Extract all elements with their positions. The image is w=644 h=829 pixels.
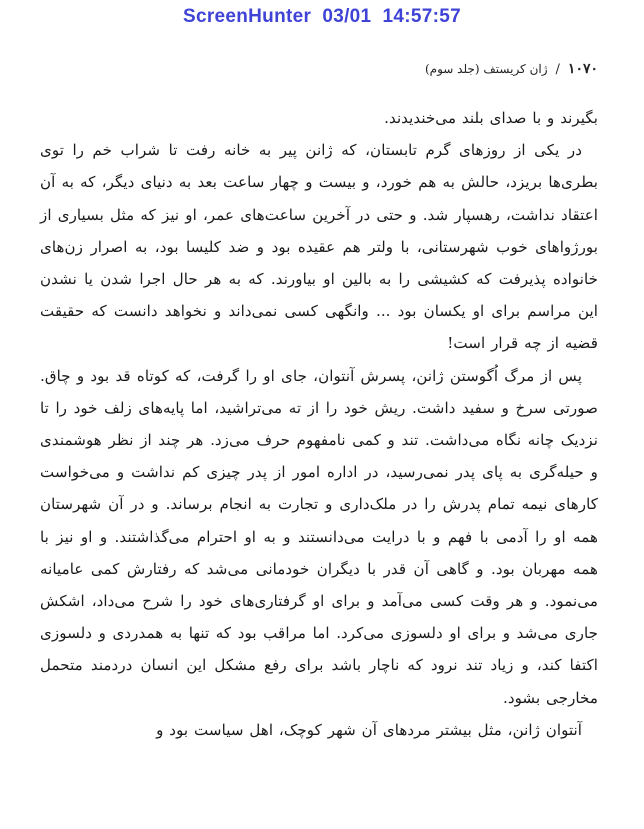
paragraph-continuation: بگیرند و با صدای بلند می‌خندیدند. — [384, 109, 598, 127]
running-header — [40, 58, 598, 80]
page-body — [40, 102, 598, 746]
paragraph: در یکی از روزهای گرم تابستان، که ژانن پیر به خانه رفت تا شراب خم را توی بطری‌ها بریزد، حالش به هم خورد، و بیست و چهار ساعت بعد به دنیای دیگر، که به آن اعتقاد نداشت، رهسپار شد. و حتی در آخرین ساعت‌های عمر، او نیز که مثل بسیاری از بورژواهای خوب شهرستانی، با ولتر هم عقیده بود و ضد کلیسا بود، به اصرار زن‌های خانواده پذیرفت که کشیشی را به بالین او بیاورند. که به هر حال اجرا شدن یا نشدن این مراسم برای او یکسان بود ... وانگهی کسی نمی‌داند و نخواهد دانست که حقیقت قضیه از چه قرار است! — [40, 141, 598, 353]
screenhunter-watermark: ScreenHunter 03/01 14:57:57 — [182, 6, 461, 27]
running-title: ژان کریستف (جلد سوم) — [424, 62, 548, 76]
header-separator: / — [555, 61, 560, 77]
page-number: ۱۰۷۰ — [567, 61, 598, 77]
paragraph: آنتوان ژانن، مثل بیشتر مردهای آن شهر کوچک، اهل سیاست بود و — [156, 720, 582, 739]
paragraph: پس از مرگ اُگوستن ژانن، پسرش آنتوان، جای او را گرفت، که کوتاه قد بود و چاق. صورتی سرخ و سفید داشت. ریش خود را از ته می‌تراشید، اما پایه‌های زلف خود را تا نزدیک چانه نگاه می‌داشت. تند و کمی نامفهوم حرف می‌زد. هر چند از نظر هوشمندی و حیله‌گری به پای پدر نمی‌رسید، در اداره امور از پدر چیزی کم نداشت و می‌خواست کارهای نیمه تمام پدرش را در ملک‌داری و تجارت به انجام برساند. و در آن شهرستان همه او را آدمی با فهم و با درایت می‌دانستند و به او احترام می‌گذاشتند. و او نیز با همه مهربان بود. و گاهی آن قدر با دیگران خودمانی می‌شد که رفتارش کمی عامیانه می‌نمود. و هر وقت کسی می‌آمد و برای او گرفتاری‌های خود را شرح می‌داد، اشکش جاری می‌شد و برای او دلسوزی می‌کرد. اما مراقب بود که تنها به همدردی و دلسوزی اکتفا کند، و زیاد تند نرود که ناچار باشد برای رفع مشکل این انسان دردمند متحمل مخارجی بشود. — [40, 366, 598, 707]
